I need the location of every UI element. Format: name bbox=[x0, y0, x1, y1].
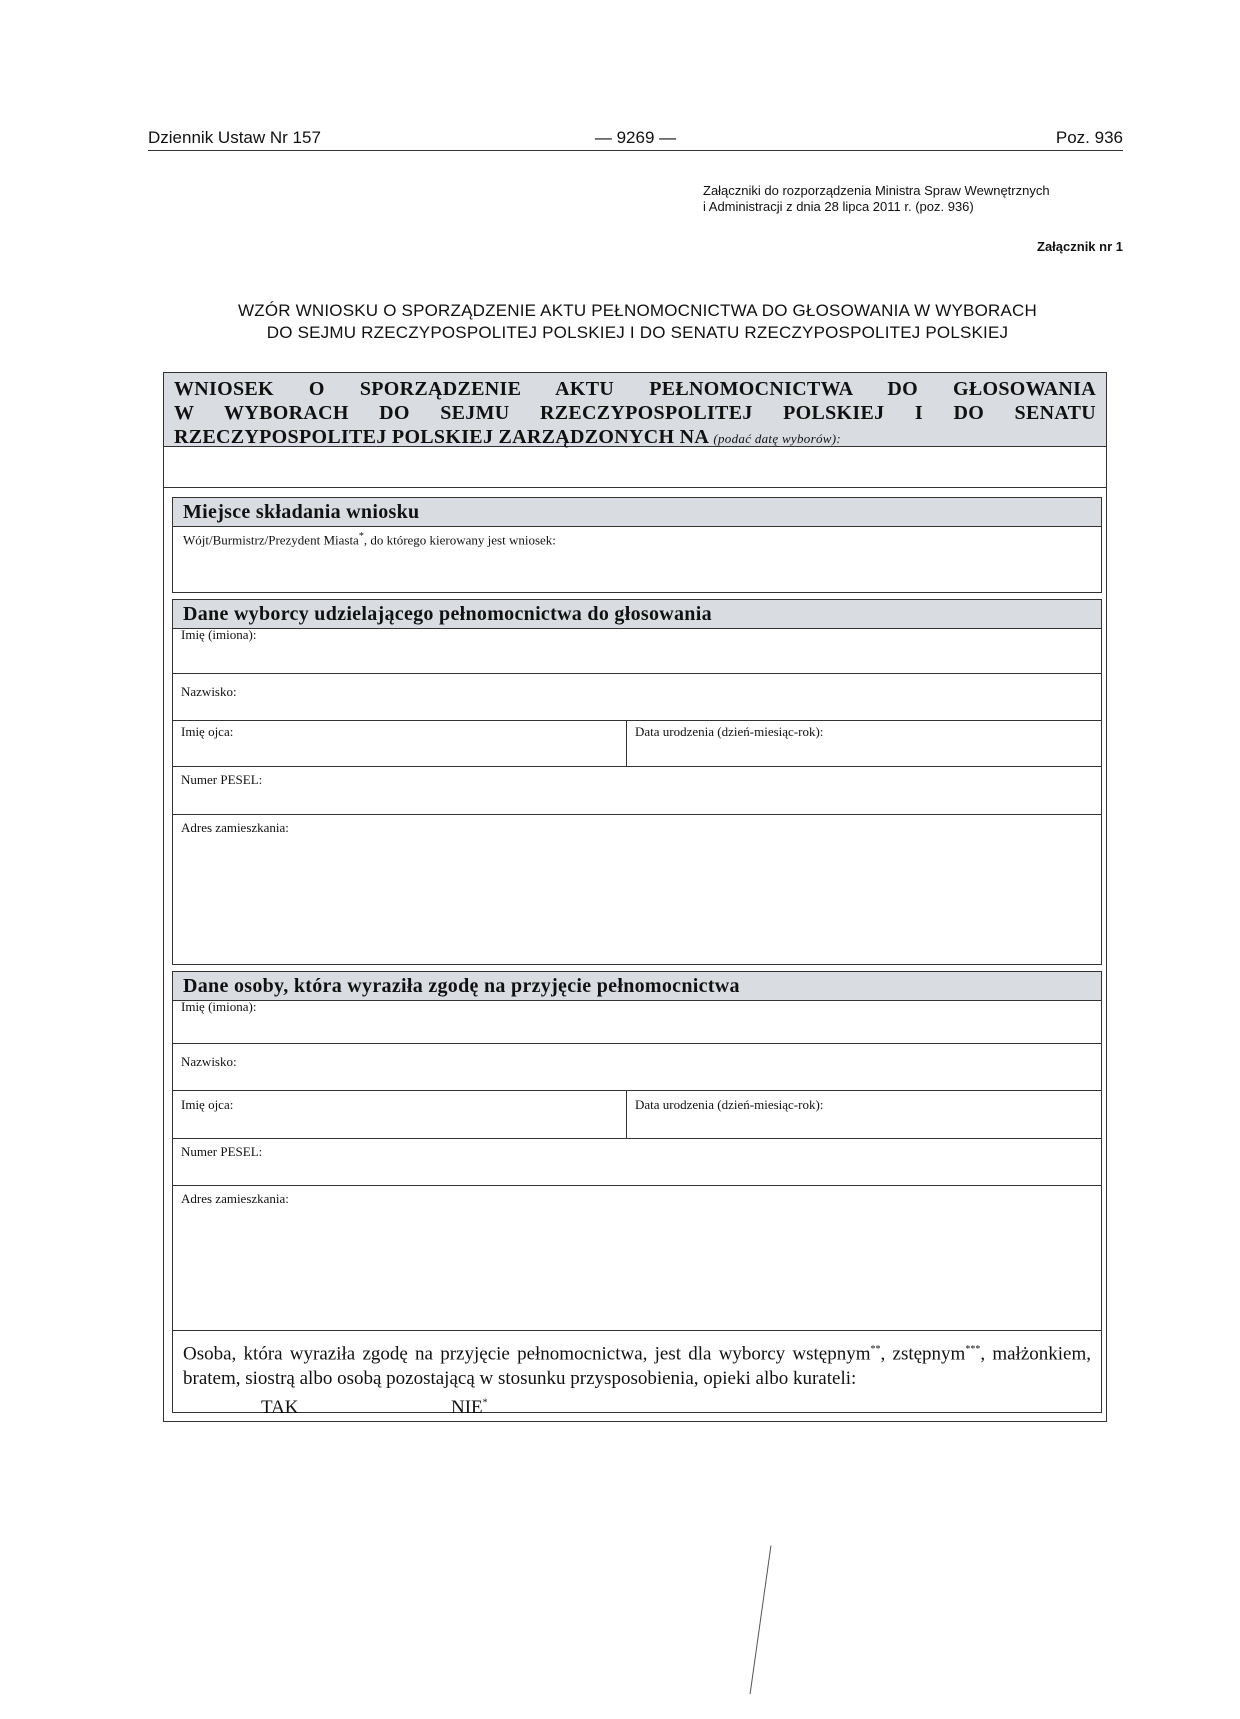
voter-first-names-field[interactable] bbox=[173, 629, 1101, 674]
annex-intro bbox=[703, 183, 1123, 215]
voter-birth-date-label: Data urodzenia (dzień-miesiąc-rok): bbox=[635, 724, 824, 739]
voter-section-title: Dane wyborcy udzielającego pełnomocnictwa do głosowania bbox=[173, 600, 1101, 629]
form-heading-line2: W WYBORACH DO SEJMU RZECZYPOSPOLITEJ POLSKIEJ I DO SENATU bbox=[174, 402, 1096, 424]
proxy-birth-date-label: Data urodzenia (dzień-miesiąc-rok): bbox=[635, 1097, 824, 1112]
journal-name: Dziennik Ustaw Nr 157 bbox=[148, 128, 321, 147]
voter-father-name-field[interactable] bbox=[173, 721, 627, 766]
annex-number: Załącznik nr 1 bbox=[1037, 239, 1123, 254]
proxy-address-field[interactable] bbox=[173, 1186, 1101, 1331]
application-form bbox=[163, 372, 1107, 1422]
option-nie-footnote: * bbox=[482, 1398, 488, 1409]
voter-address-field[interactable] bbox=[173, 815, 1101, 960]
place-label: Wójt/Burmistrz/Prezydent Miasta bbox=[183, 532, 359, 548]
yes-no-options bbox=[173, 1391, 1101, 1423]
voter-pesel-field[interactable] bbox=[173, 767, 1101, 815]
pen-stroke bbox=[750, 1546, 774, 1695]
document-title-line1: WZÓR WNIOSKU O SPORZĄDZENIE AKTU PEŁNOMOCNICTWA DO GŁOSOWANIA W WYBORACH bbox=[238, 301, 1037, 320]
proxy-address-label: Adres zamieszkania: bbox=[181, 1191, 289, 1206]
proxy-father-name-field[interactable] bbox=[173, 1091, 627, 1138]
form-heading bbox=[164, 373, 1106, 447]
annex-intro-line1: Załączniki do rozporządzenia Ministra Spraw Wewnętrznych bbox=[703, 183, 1050, 198]
document-title-line2: DO SEJMU RZECZYPOSPOLITEJ POLSKIEJ I DO SENATU RZECZYPOSPOLITEJ POLSKIEJ bbox=[266, 323, 1009, 342]
voter-surname-label: Nazwisko: bbox=[181, 684, 237, 699]
voter-address-label: Adres zamieszkania: bbox=[181, 820, 289, 835]
page-number: — 9269 — bbox=[594, 128, 677, 147]
voter-pesel-label: Numer PESEL: bbox=[181, 772, 263, 787]
option-nie-label: NIE bbox=[451, 1397, 483, 1419]
relationship-text bbox=[173, 1331, 1101, 1391]
statement-part2: , zstępnym bbox=[880, 1343, 966, 1365]
place-section-title: Miejsce składania wniosku bbox=[173, 498, 1101, 527]
voter-section bbox=[172, 599, 1102, 965]
place-label-rest: , do którego kierowany jest wniosek: bbox=[363, 532, 556, 548]
proxy-father-birth-row bbox=[173, 1091, 1101, 1139]
place-section bbox=[172, 497, 1102, 593]
proxy-section-title: Dane osoby, która wyraziła zgodę na przyjęcie pełnomocnictwa bbox=[173, 972, 1101, 1001]
proxy-first-names-label: Imię (imiona): bbox=[181, 999, 257, 1014]
election-date-hint: (podać datę wyborów): bbox=[713, 431, 841, 446]
election-date-field[interactable] bbox=[164, 447, 1106, 488]
place-field[interactable] bbox=[173, 527, 1101, 552]
proxy-father-name-label: Imię ojca: bbox=[181, 1097, 234, 1112]
proxy-first-names-field[interactable] bbox=[173, 1001, 1101, 1044]
option-nie[interactable] bbox=[451, 1397, 488, 1419]
option-tak[interactable]: TAK bbox=[261, 1397, 299, 1419]
position-number: Poz. 936 bbox=[1055, 128, 1123, 147]
proxy-surname-field[interactable] bbox=[173, 1044, 1101, 1091]
statement-part1: Osoba, która wyraziła zgodę na przyjęcie pełnomocnictwa, jest dla wyborcy wstępnym bbox=[183, 1343, 871, 1365]
page-header bbox=[148, 124, 1123, 151]
place-footnote-mark: * bbox=[358, 531, 364, 542]
voter-father-birth-row bbox=[173, 721, 1101, 767]
voter-father-name-label: Imię ojca: bbox=[181, 724, 234, 739]
relationship-statement bbox=[173, 1331, 1101, 1417]
proxy-section bbox=[172, 971, 1102, 1419]
statement-part3: , małżonkiem, bratem, siostrą albo osobą pozostającą w stosunku przysposobienia, opieki albo kurateli: bbox=[183, 1343, 1091, 1390]
annex-intro-line2: i Administracji z dnia 28 lipca 2011 r. (poz. 936) bbox=[703, 199, 974, 214]
statement-footnote2: *** bbox=[965, 1344, 981, 1355]
voter-first-names-label: Imię (imiona): bbox=[181, 627, 257, 642]
document-title bbox=[150, 300, 1125, 344]
form-heading-section bbox=[164, 373, 1106, 491]
form-heading-line3-text: RZECZYPOSPOLITEJ POLSKIEJ ZARZĄDZONYCH NA bbox=[174, 426, 709, 448]
proxy-pesel-label: Numer PESEL: bbox=[181, 1144, 263, 1159]
voter-surname-field[interactable] bbox=[173, 674, 1101, 721]
statement-footnote1: ** bbox=[870, 1344, 881, 1355]
proxy-pesel-field[interactable] bbox=[173, 1139, 1101, 1186]
form-heading-line1: WNIOSEK O SPORZĄDZENIE AKTU PEŁNOMOCNICTWA DO GŁOSOWANIA bbox=[174, 378, 1096, 400]
proxy-surname-label: Nazwisko: bbox=[181, 1054, 237, 1069]
